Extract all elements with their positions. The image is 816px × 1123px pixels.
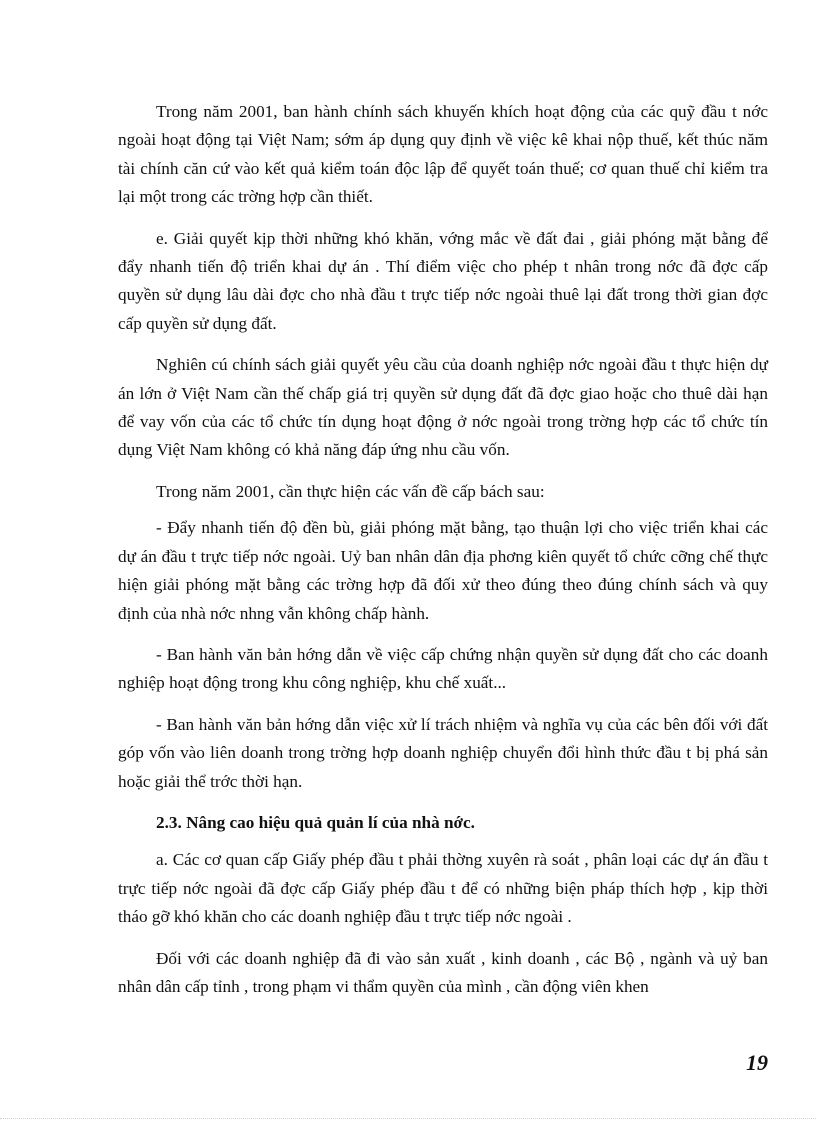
paragraph-license-review: a. Các cơ quan cấp Giấy phép đầu t phải thờng xuyên rà soát , phân loại các dự án đầu t trực tiếp nớc ngoài đã đợc cấp Giấy phép đầu t để có những biện pháp thích hợp , kịp thời tháo gỡ khó khăn cho các doanh nghiệp đầu t trực tiếp nớc ngoài . (118, 850, 768, 927)
paragraph-urgent-issues-intro: Trong năm 2001, cần thực hiện các vấn đề cấp bách sau: (156, 481, 545, 501)
page-number: 19 (746, 1050, 768, 1075)
list-item-capital-contribution: - Ban hành văn bản hớng dẫn việc xử lí trách nhiệm và nghĩa vụ của các bên đối với đất góp vốn vào liên doanh trong trờng hợp doanh nghiệp chuyển đổi hình thức đầu t bị phá sản hoặc giải thể trớc thời hạn. (118, 714, 768, 791)
paragraph-operating-enterprises: Đối với các doanh nghiệp đã đi vào sản xuất , kinh doanh , các Bộ , ngành và uỷ ban nhân dân cấp tỉnh , trong phạm vi thẩm quyền của mình , cần động viên khen (118, 948, 768, 996)
paragraph-land-issues: e. Giải quyết kịp thời những khó khăn, vớng mắc về đất đai , giải phóng mặt bằng để đẩy nhanh tiến độ triển khai dự án . Thí điểm việc cho phép t nhân trong nớc đã đợc cấp quyền sử dụng lâu dài đợc cho nhà đầu t trực tiếp nớc ngoài thuê lại đất trong thời gian đợc cấp quyền sử dụng đất. (118, 228, 768, 333)
paragraph-mortgage-research: Nghiên cú chính sách giải quyết yêu cầu của doanh nghiệp nớc ngoài đầu t thực hiện dự án lớn ở Việt Nam cần thế chấp giá trị quyền sử dụng đất đã đợc giao hoặc cho thuê dài hạn để vay vốn của các tổ chức tín dụng hoạt động ở nớc ngoài trong trờng hợp các tổ chức tín dụng Việt Nam không có khả năng đáp ứng nhu cầu vốn. (118, 355, 768, 460)
list-item-clearance: - Đẩy nhanh tiến độ đền bù, giải phóng mặt bằng, tạo thuận lợi cho việc triển khai các dự án đầu t trực tiếp nớc ngoài. Uỷ ban nhân dân địa phơng kiên quyết tổ chức cỡng chế thực hiện giải phóng mặt bằng các trờng hợp đã đối xử theo đúng theo đúng chính sách và quy định của nhà nớc nhng vẫn không chấp hành. (118, 518, 768, 623)
page-body (118, 98, 768, 1014)
section-heading: 2.3. Nâng cao hiệu quả quản lí của nhà nớc. (156, 812, 475, 832)
list-item-land-certificate: - Ban hành văn bản hớng dẫn về việc cấp chứng nhận quyền sử dụng đất cho các doanh nghiệp hoạt động trong khu công nghiệp, khu chế xuất... (118, 644, 768, 693)
paragraph-fund-policy: Trong năm 2001, ban hành chính sách khuyến khích hoạt động của các quỹ đầu t nớc ngoài hoạt động tại Việt Nam; sớm áp dụng quy định về việc kê khai nộp thuế, kết thúc năm tài chính căn cứ vào kết quả kiểm toán độc lập để quyết toán thuế; cơ quan thuế chỉ kiểm tra lại một trong các trờng hợp cần thiết. (118, 102, 768, 207)
page-bottom-rule (0, 1118, 816, 1119)
